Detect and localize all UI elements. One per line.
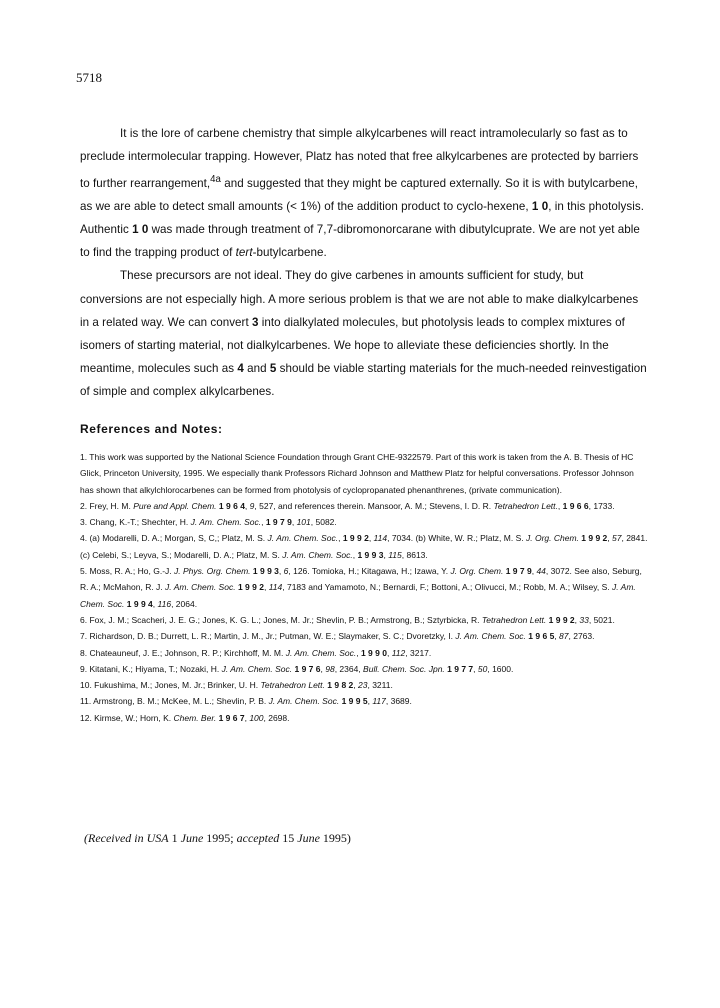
text-run: and — [243, 361, 270, 375]
text-run: 9. Kitatani, K.; Hiyama, T.; Nozaki, H. — [80, 663, 222, 674]
text-run: , — [291, 517, 297, 528]
journal-name: J. Am. Chem. Soc. — [282, 549, 353, 560]
text-run: , 2064. — [171, 598, 198, 609]
text-run: , 5021. — [588, 614, 615, 625]
journal-name: J. Am. Chem. Soc. — [455, 631, 526, 642]
volume: 33 — [579, 614, 589, 625]
body-text — [80, 122, 648, 403]
text-run: , in this photolysis. Authentic — [80, 200, 644, 237]
text-run: 5. Moss, R. A.; Ho, G.-J. — [80, 566, 174, 577]
year: 1 9 9 0 — [360, 647, 387, 658]
journal-name: J. Am. Chem. Soc. — [190, 517, 262, 528]
text-run: 1995) — [319, 831, 351, 845]
reference-9 — [80, 661, 648, 677]
text-run: , — [386, 647, 392, 658]
journal-name: J. Am. Chem. Soc. — [165, 582, 236, 593]
volume: 57 — [612, 533, 622, 544]
journal-name: J. Am. Chem. Soc. — [221, 663, 293, 674]
text-run: 7. Richardson, D. B.; Durrett, L. R.; Martin, J. M., Jr.; Putman, W. E.; Slaymaker, S. C.; Dvoretzky, I. — [80, 631, 456, 642]
text-run: , — [574, 614, 580, 625]
text-run: 8. Chateauneuf, J. E.; Johnson, R. P.; Kirchhoff, M. M. — [80, 647, 286, 658]
text-run: , — [607, 533, 612, 544]
text-run: 1995; — [203, 831, 237, 845]
reference-10 — [80, 677, 648, 693]
journal-name: J. Org. Chem. — [525, 533, 579, 544]
text-run: should be viable starting materials for the much-needed reinvestigation of simple and complex alkylcarbenes. — [80, 361, 647, 398]
citation-superscript: 4a — [210, 174, 221, 186]
volume: 44 — [536, 566, 546, 577]
journal-name: Tetrahedron Lett. — [260, 680, 325, 691]
paragraph-1 — [80, 122, 648, 264]
volume: 98 — [325, 663, 335, 674]
text-run: , 2698. — [263, 712, 290, 723]
year: 1 9 6 4 — [218, 500, 245, 511]
text-run: , — [353, 680, 358, 691]
year: 1 9 9 2 — [342, 533, 369, 544]
text-run: , 8613. — [401, 549, 428, 560]
reference-7 — [80, 628, 648, 644]
text-run: , 527, and references therein. Mansoor, A. M.; Stevens, I. D. R. — [254, 500, 494, 511]
compound-number: 4 — [237, 361, 244, 375]
text-run: , — [557, 500, 563, 511]
text-run: 1. This work was supported by the National Science Foundation through Grant CHE-9322579. Part of this work is taken from the A. B. Thesis of HC Glick, Princeton University, 1995. We especially thank Professors Richard Johnson and Matthew Platz for helpful conversations. Professor Johnson has shown that alkylchlorocarbenes can be formed from photolysis of cyclopropanated phenanthrenes, (private communication). — [80, 452, 634, 495]
references-heading: References and Notes: — [80, 422, 223, 436]
text-run: , — [278, 566, 284, 577]
year: 1 9 7 6 — [294, 663, 321, 674]
text-run: , — [320, 663, 326, 674]
reference-4 — [80, 530, 648, 563]
text-run: , 5082. — [310, 517, 337, 528]
year: 1 9 7 7 — [447, 663, 474, 674]
text-run: , — [356, 647, 361, 658]
text-run: , 3217. — [405, 647, 432, 658]
reference-1 — [80, 449, 648, 498]
text-run: , 7183 and Yamamoto, N.; Bernardi, F.; Bottoni, A.; Olivucci, M.; Robb, M. A.; Wilsey, S. — [282, 582, 612, 593]
italic-text: June — [297, 831, 320, 845]
reference-6 — [80, 612, 648, 628]
text-run: , — [368, 533, 374, 544]
reference-3 — [80, 514, 648, 530]
text-run: , 7034. (b) White, W. R.; Platz, M. S. — [387, 533, 526, 544]
volume: 117 — [372, 696, 386, 707]
received-date-line — [84, 831, 351, 846]
volume: 101 — [296, 517, 311, 528]
text-run: into dialkylated molecules, but photolysis leads to complex mixtures of isomers of starting material, not dialkylcarbenes. We hope to alleviate these deficiencies shortly. In the meantime, molecules such as — [80, 315, 625, 375]
journal-name: Tetrahedron Lett. — [493, 500, 558, 511]
text-run: 15 — [279, 831, 298, 845]
text-run: , 2364, — [334, 663, 364, 674]
text-run: 2. Frey, H. M. — [80, 500, 134, 511]
text-run: , — [352, 549, 358, 560]
reference-2 — [80, 498, 648, 514]
italic-text: (Received in USA — [84, 831, 169, 845]
year: 1 9 9 5 — [341, 696, 368, 707]
year: 1 9 7 9 — [505, 566, 532, 577]
journal-name: Tetrahedron Lett. — [481, 614, 547, 625]
year: 1 9 9 3 — [252, 566, 279, 577]
text-run: , — [244, 500, 250, 511]
volume: 50 — [477, 663, 488, 674]
text-run: , — [531, 566, 537, 577]
journal-name: J. Org. Chem. — [450, 566, 504, 577]
text-run: , 2763. — [568, 631, 595, 642]
volume: 9 — [249, 500, 255, 511]
journal-name: J. Am. Chem. Soc. — [80, 582, 636, 609]
text-run: , — [367, 696, 373, 707]
references-list — [80, 449, 648, 726]
text-run: , 3689. — [385, 696, 412, 707]
volume: 114 — [268, 582, 283, 593]
volume: 100 — [249, 712, 264, 723]
text-run: , — [383, 549, 389, 560]
volume: 115 — [388, 549, 402, 560]
text-run: It is the lore of carbene chemistry that simple alkylcarbenes will react intramolecularly so fast as to preclude intermolecular trapping. However, Platz has noted that free alkylcarbenes are protected by barriers to further rearrangement, — [80, 127, 639, 191]
year: 1 9 9 4 — [126, 598, 153, 609]
paragraph-2 — [80, 264, 648, 403]
text-run: -butylcarbene. — [252, 246, 327, 260]
volume: 87 — [559, 631, 569, 642]
text-run: , 1600. — [487, 663, 514, 674]
italic-text: accepted — [236, 831, 280, 845]
text-run: , — [473, 663, 478, 674]
text-run: , 2841. (c) Celebi, S.; Leyva, S.; Modarelli, D. A.; Platz, M. S. — [80, 533, 648, 560]
text-run: 10. Fukushima, M.; Jones, M. Jr.; Brinker, U. H. — [80, 680, 261, 691]
text-run: 11. Armstrong, B. M.; McKee, M. L.; Shevlin, P. B. — [80, 696, 269, 707]
text-run: , — [261, 517, 266, 528]
journal-name: J. Am. Chem. Soc. — [268, 696, 340, 707]
year: 1 9 6 5 — [528, 631, 555, 642]
text-run: was made through treatment of 7,7-dibromonorcarane with dibutylcuprate. We are not yet able to find the trapping product of — [80, 223, 640, 260]
year: 1 9 6 7 — [218, 712, 245, 723]
text-run: 6. Fox, J. M.; Scacheri, J. E. G.; Jones, K. G. L.; Jones, M. Jr.; Shevlin, P. B.; Armstrong, B.; Sztyrbicka, R. — [80, 614, 482, 625]
text-run: 1 — [168, 831, 181, 845]
reference-5 — [80, 563, 648, 612]
italic-text: tert — [235, 246, 253, 260]
reference-11 — [80, 693, 648, 709]
journal-name: Bull. Chem. Soc. Jpn. — [363, 663, 445, 674]
text-run: , — [152, 598, 158, 609]
year: 1 9 9 2 — [237, 582, 264, 593]
year: 1 9 9 3 — [357, 549, 384, 560]
year: 1 9 7 9 — [265, 517, 292, 528]
year: 1 9 8 2 — [327, 680, 354, 691]
italic-text: June — [180, 831, 204, 845]
compound-number: 1 0 — [132, 223, 149, 237]
text-run: , — [263, 582, 269, 593]
year: 1 9 9 2 — [548, 614, 575, 625]
text-run: and suggested that they might be captured externally. So it is with butylcarbene, as we are able to detect small amounts (< 1%) of the addition product to cyclo-hexene, — [80, 177, 638, 214]
journal-name: J. Am. Chem. Soc. — [267, 533, 339, 544]
page-number: 5718 — [76, 70, 102, 85]
text-run: , — [244, 712, 250, 723]
text-run: , 1733. — [588, 500, 615, 511]
volume: 6 — [283, 566, 289, 577]
volume: 116 — [157, 598, 172, 609]
reference-8 — [80, 645, 648, 661]
text-run: , 126. Tomioka, H.; Kitagawa, H.; Izawa, Y. — [288, 566, 451, 577]
volume: 112 — [391, 647, 406, 658]
compound-number: 1 0 — [531, 200, 549, 214]
journal-name: J. Am. Chem. Soc. — [285, 647, 357, 658]
text-run: 12. Kirmse, W.; Horn, K. — [80, 712, 174, 723]
text-run: These precursors are not ideal. They do give carbenes in amounts sufficient for study, but conversions are not especially high. A more serious problem is that we are not able to make dialkylcarbenes in a related way. We can convert — [80, 269, 639, 329]
volume: 23 — [358, 680, 368, 691]
journal-name: Pure and Appl. Chem. — [133, 500, 217, 511]
text-run: , 3072. See also, Seburg, R. A.; McMahon, R. J. — [80, 566, 642, 593]
volume: 114 — [373, 533, 388, 544]
text-run: , 3211. — [367, 680, 393, 691]
text-run: , — [554, 631, 560, 642]
journal-name: Chem. Ber. — [173, 712, 217, 723]
text-run: , — [338, 533, 343, 544]
compound-number: 5 — [269, 361, 277, 375]
year: 1 9 6 6 — [562, 500, 589, 511]
text-run: 3. Chang, K.-T.; Shechter, H. — [80, 517, 191, 528]
journal-name: J. Phys. Org. Chem. — [174, 566, 251, 577]
compound-number: 3 — [252, 315, 259, 329]
reference-12 — [80, 710, 648, 726]
year: 1 9 9 2 — [581, 533, 608, 544]
text-run: 4. (a) Modarelli, D. A.; Morgan, S, C,; Platz, M. S. — [80, 533, 268, 544]
